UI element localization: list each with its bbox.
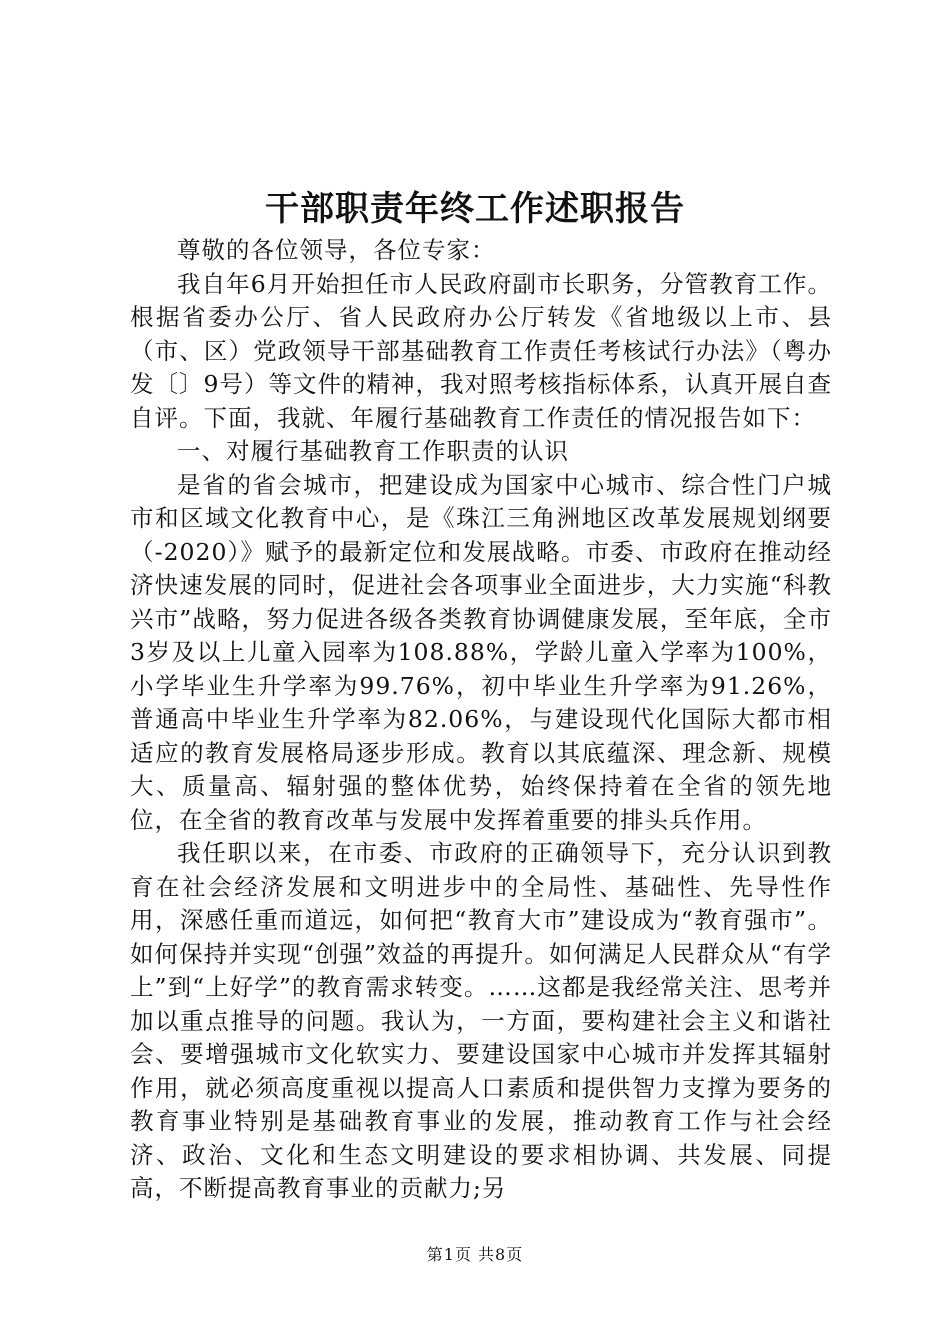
- document-title: 干部职责年终工作述职报告: [265, 189, 685, 229]
- page-number-footer: 第1页 共8页: [426, 1245, 524, 1264]
- paragraph-city-overview: 是省的省会城市，把建设成为国家中心城市、综合性门户城市和区域文化教育中心，是《珠江三角洲地区改革发展规划纲要（-2020）》赋予的最新定位和发展战略。市委、市政府在推动经济快速发展的同时，促进社会各项事业全面进步，大力实施“科教兴市”战略，努力促进各级各类教育协调健康发展，至年底，全市3岁及以上儿童入园率为108.88%，学龄儿童入学率为100%，小学毕业生升学率为99.76%，初中毕业生升学率为91.26%，普通高中毕业生升学率为82.06%，与建设现代化国际大都市相适应的教育发展格局逐步形成。教育以其底蕴深、理念新、规模大、质量高、辐射强的整体优势，始终保持着在全省的领先地位，在全省的教育改革与发展中发挥着重要的排头兵作用。: [130, 470, 832, 834]
- section-heading-1: 一、对履行基础教育工作职责的认识: [177, 437, 569, 465]
- paragraph-salutation: 尊敬的各位领导，各位专家：: [177, 236, 496, 264]
- paragraph-responsibility: 我任职以来，在市委、市政府的正确领导下，充分认识到教育在社会经济发展和文明进步中的全局性、基础性、先导性作用，深感任重而道远，如何把“教育大市”建设成为“教育强市”。如何保持并实现“创强”效益的再提升。如何满足人民群众从“有学上”到“上好学”的教育需求转变。……这都是我经常关注、思考并加以重点推导的问题。我认为，一方面，要构建社会主义和谐社会、要增强城市文化软实力、要建设国家中心城市并发挥其辐射作用，就必须高度重视以提高人口素质和提供智力支撑为要务的教育事业特别是基础教育事业的发展，推动教育工作与社会经济、政治、文化和生态文明建设的要求相协调、共发展、同提高，不断提高教育事业的贡献力;另: [130, 839, 832, 1202]
- document-body: [130, 234, 832, 1206]
- paragraph-intro: 我自年6月开始担任市人民政府副市长职务，分管教育工作。根据省委办公厅、省人民政府办公厅转发《省地级以上市、县（市、区）党政领导干部基础教育工作责任考核试行办法》（粤办发〔〕9号）等文件的精神，我对照考核指标体系，认真开展自查自评。下面，我就、年履行基础教育工作责任的情况报告如下：: [130, 269, 832, 432]
